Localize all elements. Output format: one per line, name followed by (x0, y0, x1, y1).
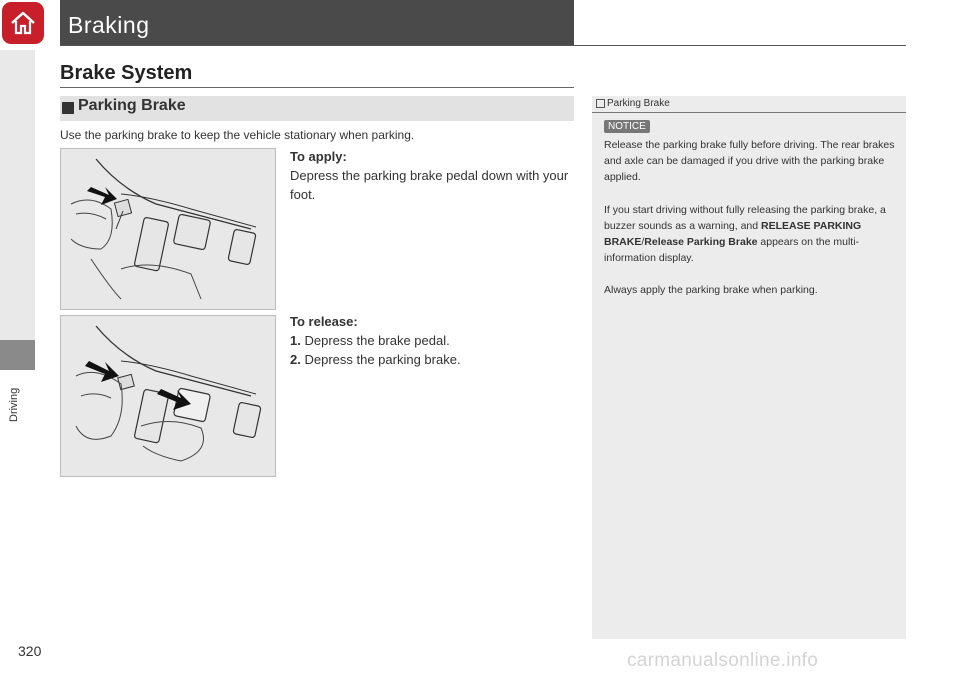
release-heading: To release: (290, 314, 358, 329)
side-tab-marker[interactable] (0, 340, 35, 370)
side-tab-background (0, 50, 35, 340)
release-step-1 (290, 331, 580, 350)
notice-badge: NOTICE (604, 120, 650, 133)
notice-text: Release the parking brake fully before driving. The rear brakes and axle can be damaged if you drive with the parking brake applied. (604, 139, 895, 183)
always-apply-text: Always apply the parking brake when parking. (604, 284, 818, 296)
apply-text: Depress the parking brake pedal down with your foot. (290, 168, 569, 202)
subsection-heading: Parking Brake (78, 97, 186, 114)
note-divider (592, 112, 906, 113)
chapter-title-bar (60, 0, 574, 46)
home-icon (9, 9, 37, 37)
chapter-title: Braking (68, 12, 150, 38)
release-illustration (60, 315, 276, 477)
note-title: Parking Brake (596, 98, 670, 109)
page-number: 320 (18, 643, 42, 659)
section-heading: Brake System (60, 62, 193, 84)
watermark: carmanualsonline.info (627, 650, 819, 671)
warning-text: If you start driving without fully releasing the parking brake, a buzzer sounds as a warning, and RELEASE PARKING BRAKE/Release Parking Brake appears on the multi-information display. (604, 204, 886, 264)
home-button[interactable] (2, 2, 44, 44)
release-instructions (290, 312, 580, 369)
step-text: Depress the brake pedal. (304, 333, 450, 348)
note-ref-icon (596, 99, 605, 108)
arrow-icon (87, 187, 117, 205)
side-section-label: Driving (8, 387, 20, 422)
apply-instructions (290, 147, 580, 204)
side-note-column (592, 96, 906, 639)
apply-heading: To apply: (290, 149, 347, 164)
step-number: 1. (290, 333, 301, 348)
title-divider (60, 45, 906, 46)
step-number: 2. (290, 352, 301, 367)
subsection-heading-band (60, 96, 574, 121)
step-text: Depress the parking brake. (304, 352, 461, 367)
release-step-2 (290, 350, 580, 369)
apply-illustration (60, 148, 276, 310)
section-divider (60, 87, 574, 88)
square-bullet-icon (62, 102, 74, 114)
intro-paragraph: Use the parking brake to keep the vehicle stationary when parking. (60, 128, 415, 142)
